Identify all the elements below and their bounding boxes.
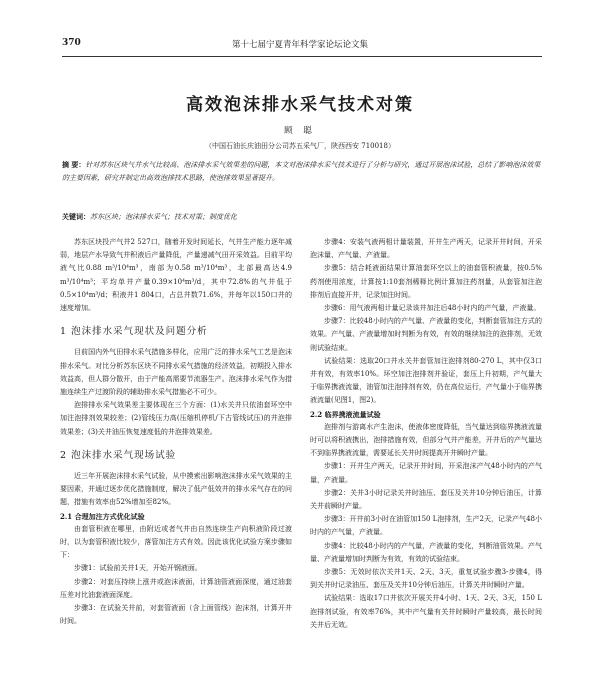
abstract-text: 针对苏东区块气井水气比较高、泡沫排水采气效果差的问题，本文对泡沫排水采气技术进行了分析与研究，通过开展泡沫试验，总结了影响泡沫效果的主要因素，研究并制定出高效泡排技术思路，使泡排效果显著提升。 bbox=[62, 161, 541, 182]
body-paragraph: 泡排剂与游离水产生泡沫，使液体密度降低，当气量达到临界携液流量时可以将积液携出，泡排措施有效，但部分气井产能差，开井后的产气量达不到临界携液流量，需要延长关井时间提高开井瞬时产量。 bbox=[310, 422, 542, 458]
section-heading: 2.2 临界携液流量试验 bbox=[310, 409, 381, 419]
abstract-label: 摘 要： bbox=[62, 160, 86, 169]
body-paragraph: 步骤6：用气液两相计量记录该井加注后48小时内的产气量，产液量。 bbox=[324, 304, 541, 313]
body-paragraph: 苏东区块投产气井2 527口，随着开发时间延长，气井生产能力逐年减弱，地层产水导致气井积液后产量降低，产量递减气田开采效益。目前平均液气比0.88 m³/10⁴m³，南部为0.58 m³/10⁴m³，北部最高达4.9 m³/10⁴m³；平均单井产量0.39×10⁴m³/d，其中72.8%的气井低于0.5×10⁴m³/d；积液井1 804口，占总井数71.6%，并每年以150口井的速度增加。 bbox=[60, 238, 292, 313]
body-paragraph: 步骤4：比较48小时内的产气量，产液量的变化，判断油管效果。产气量、产液量增加时判断为有效，有效的试验结束。 bbox=[310, 541, 542, 563]
section-heading: 2.1 合理加注方式优化试验 bbox=[60, 511, 145, 521]
body-paragraph: 步骤2：对套压持续上涨井或泡沫液面，计算油管液面深度，通过油套压差对比油套液面深度。 bbox=[60, 577, 292, 599]
running-header bbox=[62, 38, 542, 57]
paper-title: 高效泡沫排水采气技术对策 bbox=[186, 95, 414, 115]
body-paragraph: 试验结果：选取20口井水关井套管加注泡排剂80-270 L，其中仅3口井有效，有效率10%。环空加注泡排剂并验证，套压上升初期，产气量大于临界携液流量，油管加注泡排剂有效，仍在高位运行，产气量小于临界携液流量(见图1，图2)。 bbox=[310, 356, 542, 405]
body-paragraph: 步骤2：关井3小时记录关井时油压、套压及关井10分钟后油压，计算关井前瞬时产量。 bbox=[310, 488, 542, 511]
keywords-text: 苏东区块；泡沫排水采气；技术对策；制度优化 bbox=[90, 213, 237, 221]
keywords bbox=[62, 212, 542, 222]
keywords-label: 关键词： bbox=[62, 212, 90, 221]
body-paragraph: 泡排排水采气效果差主要体现在三个方面：(1)水关井只依油套环空中加注泡排剂效果较差；(2)管线压力高(压缩机停机/下古管线试压)的井泡排效果差；(3)关井油压恢复速度低的井泡排效果差。 bbox=[60, 401, 292, 436]
author-name: 顾 聪 bbox=[284, 126, 316, 136]
body-paragraph: 步骤1：试验前关井1天，开始开钢液面。 bbox=[74, 564, 202, 573]
body-paragraph: 步骤5：无效时依次关井1天、2天、3天，重复试验步骤3-步骤4，得到关井时记录油压、套压及关井10分钟后油压，计算关井时瞬时产量。 bbox=[310, 568, 542, 590]
body-paragraph: 试验结果：选取17口井依次开展关井4小时、1天、2天、3天，150 L泡排剂试验，有效率76%，其中产气量有关井时瞬时产量较高，最长时间关井后无效。 bbox=[310, 594, 542, 629]
body-paragraph: 步骤3：开井前3小时在油管加150 L泡排剂，生产2天，记录产气48小时内的产气量，产液量。 bbox=[310, 515, 542, 537]
right-column bbox=[310, 236, 542, 632]
section-heading: 1 泡沫排水采气现状及问题分析 bbox=[60, 326, 208, 338]
body-paragraph: 目前国内外气田排水采气措施多样化，应用广泛的排水采气工艺是泡沫排水采气。对比分析苏东区块不同排水采气措施的经济效益，初期投入排水效益高，但人群分散开，由于产能高需要节流器生产。泡沫排水采气作为措施连续生产过渡阶段的辅助排水采气措施必不可少。 bbox=[60, 348, 292, 397]
left-column bbox=[60, 236, 292, 628]
body-paragraph: 步骤1：开井生产两天，记录开井时间，开采泡沫产气48小时内的产气量，产液量。 bbox=[310, 462, 542, 484]
body-paragraph: 步骤7：比较48小时内的产气量、产液量的变化，判断套管加注方式的效果。产气量、产液量增加时判断为有效，有效的继续加注的泡排剂，无效则试验结束。 bbox=[310, 317, 542, 352]
body-paragraph: 近三年开展泡沫排水采气试验，从中摸索出影响泡沫排水采气效果的主要因素，并通过逐步优化措施制度，解决了低产低效井的排水采气存在的问题，措施有效率由52%增加至82%。 bbox=[60, 472, 292, 507]
abstract bbox=[62, 158, 542, 185]
body-paragraph: 步骤5：结合耗液面结果计算油套环空以上的油套管积液量，按0.5%药剂使用浓度，计算按1:10套剂稀释比例计算加注药剂量，从套管加注泡排剂后直接开井，记录加注时间。 bbox=[310, 264, 542, 299]
journal-title: 第十七届宁夏青年科学家论坛论文集 bbox=[232, 40, 369, 50]
body-paragraph: 步骤4：安装气液两相计量装置，开井生产两天，记录开井时间，开采泡沫量、产气量、产液量。 bbox=[310, 238, 542, 260]
body-paragraph: 由套管积液在哪里，由附近或者气井由自然连续生产向积液阶段过渡时，以为套管积液比较少，落管加注方式有效。因此该优化试验方案步骤如下： bbox=[60, 524, 292, 560]
section-heading: 2 泡沫排水采气现场试验 bbox=[60, 449, 177, 461]
page-number: 370 bbox=[62, 38, 81, 48]
author-affiliation: （中国石油长庆油田分公司苏五采气厂，陕西西安 710018） bbox=[205, 142, 395, 150]
body-paragraph: 步骤3：在试验关井前，对套管液面（含上面管线）泡沫剂，计算开井时间。 bbox=[60, 604, 292, 626]
